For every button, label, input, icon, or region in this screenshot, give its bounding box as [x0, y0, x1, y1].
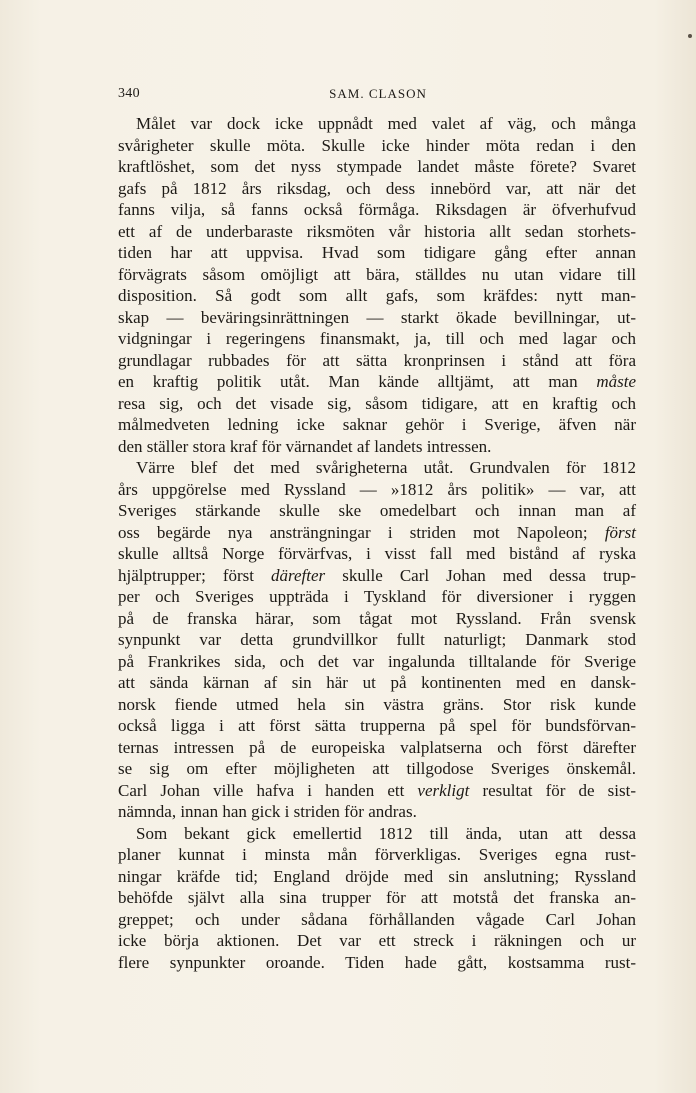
text-line [118, 457, 636, 479]
page-number: 340 [118, 86, 140, 101]
text-line-content: förvägrats såsom omöjligt att bära, ställdes nu utan vidare till [118, 264, 636, 284]
text-line-content: vidgningar i regeringens finansmakt, ja, till och med lagar och [118, 329, 636, 348]
text-line-content: ningar kräfde tid; England dröjde med sin anslutning; Ryssland [118, 866, 636, 886]
text-line-content: att sända kärnan af sin här ut på kontinenten med en dansk- [118, 673, 636, 692]
text-line [118, 178, 636, 200]
text-line-content: oss begärde nya ansträngningar i striden mot Napoleon; [118, 522, 605, 542]
text-line [118, 780, 636, 802]
text-line-content: per och Sveriges uppträda i Tyskland för diversioner i ryggen [118, 587, 636, 606]
text-line-content: tiden har att uppvisa. Hvad som tidigare gång efter annan [118, 243, 636, 262]
text-line [118, 393, 636, 415]
text-line [118, 285, 636, 307]
text-line [118, 866, 636, 888]
text-line [118, 264, 636, 286]
text-line-content: hjälptrupper; först [118, 565, 272, 585]
text-line [118, 479, 636, 501]
text-line-content: Värre blef det med svårigheterna utåt. Grundvalen för 1812 [136, 458, 636, 477]
text-line-continuation: skulle Carl Johan med dessa trup- [325, 565, 636, 585]
text-line-content: Sveriges stärkande skulle ske omedelbart och innan man af [118, 501, 636, 520]
text-line-content: ett af de underbaraste riksmöten vår historia allt sedan storhets- [118, 221, 636, 241]
text-line-content: svårigheter skulle möta. Skulle icke hinder möta redan i den [118, 135, 636, 155]
emphasized-word: verkligt [417, 780, 470, 800]
body-text [118, 113, 636, 973]
text-line [118, 586, 636, 608]
text-line [118, 672, 636, 694]
text-line-content: fanns vilja, så fanns också förmåga. Riksdagen är öfverhufvud [118, 200, 636, 219]
text-line-content: på de franska härar, som tågat mot Ryssland. Från svensk [118, 608, 636, 628]
text-line-content: synpunkt var detta grundvillkor fullt naturligt; Danmark stod [118, 630, 636, 649]
text-line [118, 135, 636, 157]
text-line [118, 500, 636, 522]
text-line [118, 113, 636, 135]
text-line [118, 328, 636, 350]
text-line [118, 522, 636, 544]
text-line [118, 758, 636, 780]
text-line [118, 242, 636, 264]
text-line-content: greppet; och under sådana förhållanden vågade Carl Johan [118, 909, 636, 929]
text-line-content: behöfde självt alla sina trupper för att motstå det franska an- [118, 888, 636, 907]
text-line [118, 801, 636, 823]
text-line [118, 737, 636, 759]
text-line [118, 651, 636, 673]
text-line-content: grundlagar rubbades för att sätta kronprinsen i stånd att föra [118, 350, 636, 370]
text-line [118, 629, 636, 651]
text-line [118, 543, 636, 565]
text-line-content: målmedveten ledning icke saknar gehör i Sverige, äfven när [118, 415, 636, 434]
text-line [118, 715, 636, 737]
text-line-content: gafs på 1812 års riksdag, och dess innebörd var, att när det [118, 178, 636, 198]
text-line-content: en kraftig politik utåt. Man kände alltjämt, att man [118, 372, 597, 391]
text-line [118, 221, 636, 243]
text-line [118, 565, 636, 587]
text-line-content: se sig om efter möjligheten att tillgodose Sveriges önskemål. [118, 759, 636, 778]
text-line-content: på Frankrikes sida, och det var ingalunda tilltalande för Sverige [118, 651, 636, 671]
text-line-content: Carl Johan ville hafva i handen ett [118, 780, 418, 800]
text-line [118, 930, 636, 952]
text-line [118, 887, 636, 909]
text-line-content: resa sig, och det visade sig, såsom tidigare, att en kraftig och [118, 393, 636, 413]
running-head: SAM. CLASON [329, 86, 427, 101]
text-line-content: års uppgörelse med Ryssland — »1812 års politik» — var, att [118, 479, 636, 499]
text-line-content: disposition. Så godt som allt gafs, som kräfdes: nytt man- [118, 286, 636, 305]
emphasized-word: därefter [271, 565, 326, 585]
emphasized-word: först [604, 522, 636, 542]
emphasized-word: måste [596, 372, 636, 391]
text-line-content: nämnda, innan han gick i striden för andras. [118, 802, 417, 821]
text-line-continuation: resultat för de sist- [469, 780, 636, 800]
text-line [118, 371, 636, 393]
text-line-content: den ställer stora kraf för värnandet af landets intressen. [118, 436, 492, 456]
text-line [118, 823, 636, 845]
text-line [118, 608, 636, 630]
text-line [118, 436, 636, 458]
text-line-content: icke börja aktionen. Det var ett streck i räkningen och ur [118, 931, 636, 950]
text-line [118, 844, 636, 866]
text-line [118, 156, 636, 178]
text-line-content: flere synpunkter oroande. Tiden hade gått, kostsamma rust- [118, 952, 636, 972]
text-line-content: ternas intressen på de europeiska valplatserna och först därefter [118, 737, 636, 757]
text-line [118, 414, 636, 436]
text-line-content: Som bekant gick emellertid 1812 till ända, utan att dessa [136, 823, 636, 843]
text-line-content: skulle alltså Norge förvärfvas, i visst fall med bistånd af ryska [118, 544, 636, 563]
text-line [118, 350, 636, 372]
text-line-content: planer kunnat i minsta mån förverkligas. Sveriges egna rust- [118, 845, 636, 864]
text-line [118, 307, 636, 329]
text-line-content: Målet var dock icke uppnådt med valet af väg, och många [136, 114, 636, 133]
text-line-content: skap — beväringsinrättningen — starkt ökade bevillningar, ut- [118, 307, 636, 327]
text-line-content: också ligga i att först sätta trupperna på spel för bundsförvan- [118, 716, 636, 735]
text-line [118, 952, 636, 974]
ink-speck [688, 34, 692, 38]
text-line [118, 909, 636, 931]
text-line [118, 199, 636, 221]
text-line-content: kraftlöshet, som det nyss stympade landet måste förete? Svaret [118, 157, 636, 176]
text-line [118, 694, 636, 716]
text-line-content: norsk fiende utmed hela sin västra gräns. Stor risk kunde [118, 694, 636, 714]
